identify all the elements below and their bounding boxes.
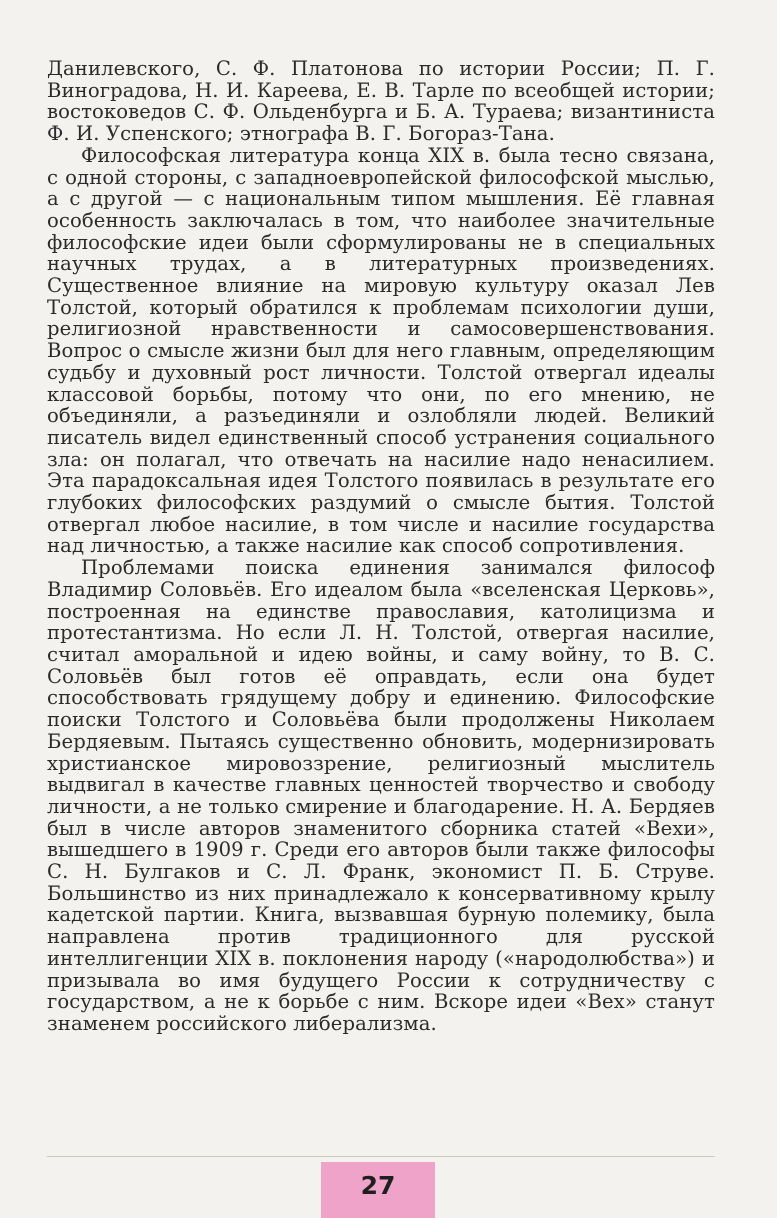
- paragraph-continuation: Данилевского, С. Ф. Платонова по истории России; П. Г. Виноградова, Н. И. Кареева, Е. В. Тарле по всеобщей истории; востоковедов С. Ф. Ольденбурга и Б. А. Тураева; византиниста Ф. И. Успенского; этнографа В. Г. Богораз-Тана.: [47, 57, 715, 146]
- page-number: 27: [360, 1171, 396, 1200]
- body-text: [47, 58, 715, 1035]
- footer-divider: [47, 1156, 715, 1157]
- paragraph-solovyov: Проблемами поиска единения занимался философ Владимир Соловьёв. Его идеалом была «вселенская Церковь», построенная на единстве православия, католицизма и протестантизма. Но если Л. Н. Толстой, отвергая насилие, считал аморальной и идею войны, и саму войну, то В. С. Соловьёв был готов её оправдать, если она будет способствовать грядущему добру и единению. Философские поиски Толстого и Соловьёва были продолжены Николаем Бердяевым. Пытаясь существенно обновить, модернизировать христианское мировоззрение, религиозный мыслитель выдвигал в качестве главных ценностей творчество и свободу личности, а не только смирение и благодарение. Н. А. Бердяев был в числе авторов знаменитого сборника статей «Вехи», вышедшего в 1909 г. Среди его авторов были также философы С. Н. Булгаков и С. Л. Франк, экономист П. Б. Струве. Большинство из них принадлежало к консервативному крылу кадетской партии. Книга, вызвавшая бурную полемику, была направлена против традиционного для русской интеллигенции XIX в. поклонения народу («народолюбства») и призывала во имя будущего России к сотрудничеству с государством, а не к борьбе с ним. Вскоре идеи «Вех» станут знаменем российского либерализма.: [47, 556, 715, 1035]
- paragraph-philosophy: Философская литература конца XIX в. была тесно связана, с одной стороны, с западноевропейской философской мыслью, а с другой — с национальным типом мышления. Её главная особенность заключалась в том, что наиболее значительные философские идеи были сформулированы не в специальных научных трудах, а в литературных произведениях. Существенное влияние на мировую культуру оказал Лев Толстой, который обратился к проблемам психологии души, религиозной нравственности и самосовершенствования. Вопрос о смысле жизни был для него главным, определяющим судьбу и духовный рост личности. Толстой отвергал идеалы классовой борьбы, потому что они, по его мнению, не объединяли, а разъединяли и озлобляли людей. Великий писатель видел единственный способ устранения социального зла: он полагал, что отвечать на насилие надо ненасилием. Эта парадоксальная идея Толстого появилась в результате его глубоких философских раздумий о смысле бытия. Толстой отвергал любое насилие, в том числе и насилие государства над личностью, а также насилие как способ сопротивления.: [47, 143, 715, 558]
